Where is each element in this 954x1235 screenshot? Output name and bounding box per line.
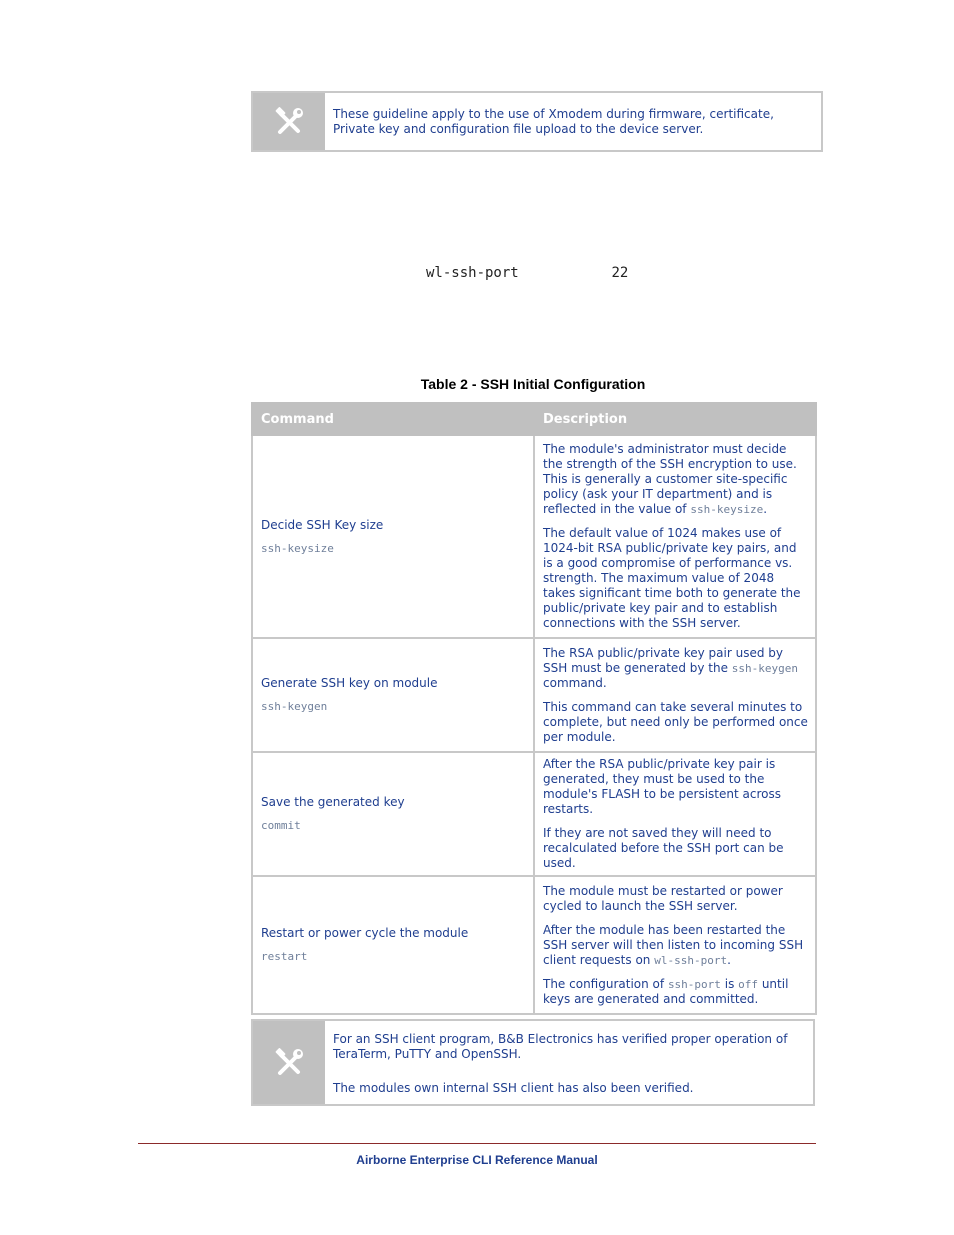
inline-code: wl-ssh-port xyxy=(654,953,728,967)
ssh-port-parameter-line xyxy=(426,265,628,281)
description-cell xyxy=(534,638,816,752)
tools-icon xyxy=(272,105,306,139)
table-caption: Table 2 - SSH Initial Configuration xyxy=(420,376,646,392)
table-row xyxy=(252,876,816,1014)
command-label: Decide SSH Key size xyxy=(261,517,384,532)
note-text xyxy=(325,1021,813,1104)
note-paragraph: The modules own internal SSH client has also been verified. xyxy=(333,1081,694,1095)
command-cell xyxy=(252,752,534,876)
table-row xyxy=(252,435,816,638)
note-icon-cell xyxy=(253,1021,325,1104)
command-cell xyxy=(252,435,534,638)
inline-code: ssh-keygen xyxy=(731,661,799,675)
note-paragraph: For an SSH client program, B&B Electronics has verified proper operation of TeraTerm, PuTTY and OpenSSH. xyxy=(333,1032,788,1061)
inline-code: ssh-port xyxy=(667,977,721,991)
description-paragraph: The default value of 1024 makes use of 1024-bit RSA public/private key pairs, and is a good compromise of performance vs. strength. The maximum value of 2048 takes significant time both to generate the public/private key pair and to establish connections with the SSH server. xyxy=(543,526,801,630)
note-box-xmodem xyxy=(251,91,823,152)
command-code: commit xyxy=(261,819,301,832)
parameter-name: wl-ssh-port xyxy=(426,265,519,281)
ssh-configuration-table xyxy=(251,402,817,1015)
footer-title: Airborne Enterprise CLI Reference Manual xyxy=(356,1153,598,1167)
inline-code: ssh-keysize xyxy=(690,503,764,516)
description-cell xyxy=(534,876,816,1014)
command-code: restart xyxy=(261,950,308,963)
description-paragraph: This command can take several minutes to complete, but need only be performed once per module. xyxy=(543,699,808,744)
note-text xyxy=(325,93,821,150)
tools-icon xyxy=(272,1046,306,1080)
description-cell xyxy=(534,435,816,638)
command-code: ssh-keygen xyxy=(261,700,328,713)
note-paragraph: These guideline apply to the use of Xmodem during firmware, certificate, Private key and configuration file upload to the device server. xyxy=(333,107,774,136)
command-cell xyxy=(252,638,534,752)
column-header-description: Description xyxy=(534,403,816,435)
description-paragraph: The configuration of ssh-port is off until keys are generated and committed. xyxy=(543,976,789,1006)
command-label: Restart or power cycle the module xyxy=(261,926,469,940)
command-cell xyxy=(252,876,534,1014)
description-paragraph: After the module has been restarted the SSH server will then listen to incoming SSH client requests on wl-ssh-port. xyxy=(543,922,804,967)
description-paragraph: The module must be restarted or power cycled to launch the SSH server. xyxy=(543,883,783,913)
table-header-row xyxy=(252,403,816,435)
command-code: ssh-keysize xyxy=(261,541,334,555)
command-label: Generate SSH key on module xyxy=(261,676,438,690)
description-cell xyxy=(534,752,816,876)
command-label: Save the generated key xyxy=(261,795,405,809)
description-paragraph: After the RSA public/private key pair is generated, they must be used to the module's FLASH to be persistent across restarts. xyxy=(543,757,781,816)
note-box-ssh-clients xyxy=(251,1019,815,1106)
description-paragraph: The module's administrator must decide the strength of the SSH encryption to use. This is generally a customer site-specific policy (ask your IT department) and is reflected in the value of ssh-keysize. xyxy=(543,442,797,516)
footer-divider xyxy=(138,1143,816,1144)
table-row xyxy=(252,752,816,876)
inline-code: off xyxy=(738,977,759,991)
description-paragraph: If they are not saved they will need to recalculated before the SSH port can be used. xyxy=(543,826,784,870)
note-icon-cell xyxy=(253,93,325,150)
column-header-command: Command xyxy=(252,403,534,435)
parameter-value: 22 xyxy=(611,265,629,281)
description-paragraph: The RSA public/private key pair used by SSH must be generated by the ssh-keygen command. xyxy=(543,645,799,690)
table-row xyxy=(252,638,816,752)
